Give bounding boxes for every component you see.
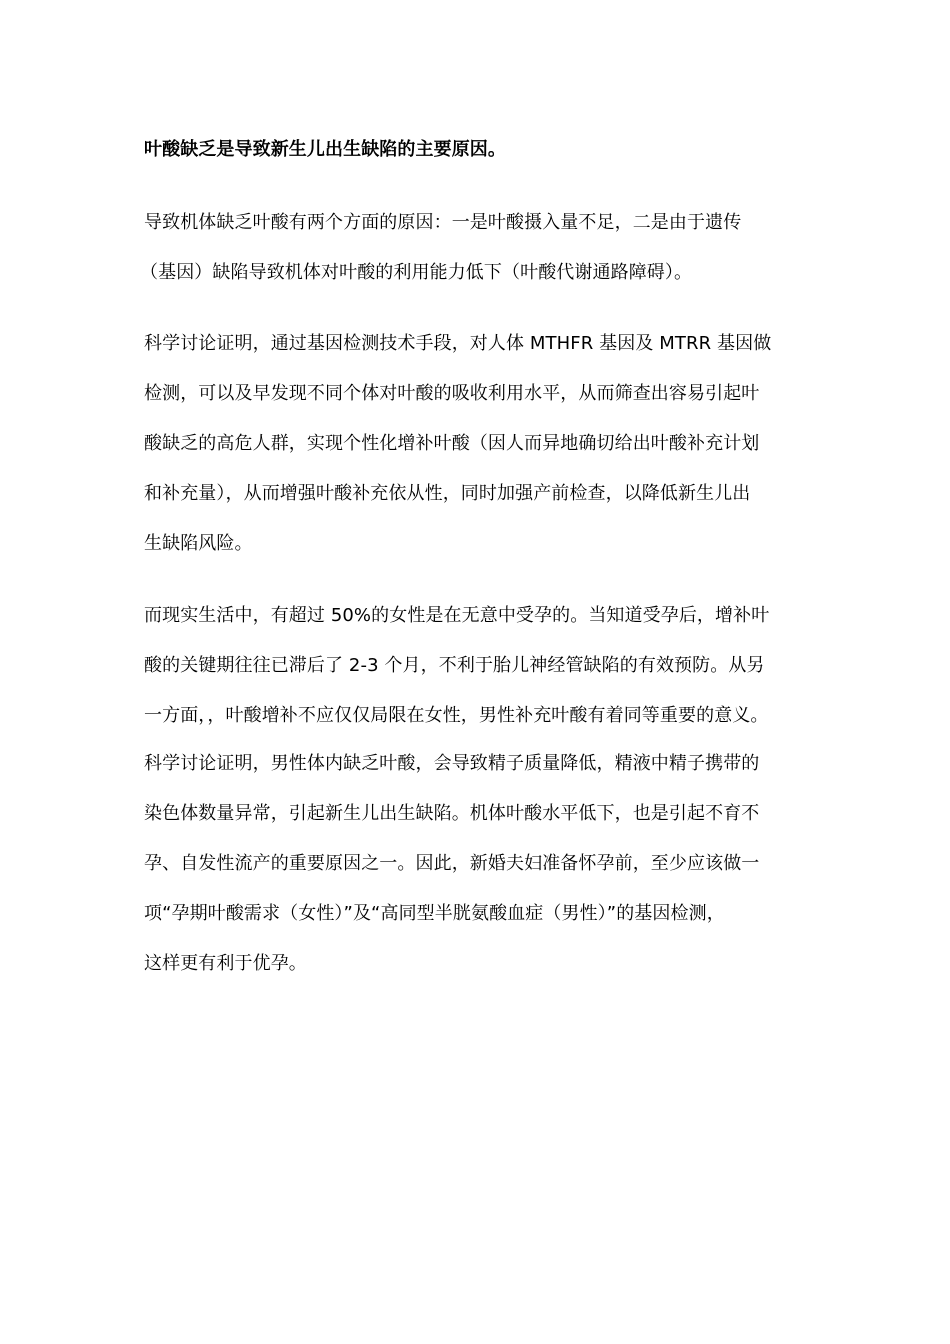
paragraph-1-line-2: （基因）缺陷导致机体对叶酸的利用能力低下（叶酸代谢通路障碍）。 — [140, 262, 693, 283]
paragraph-2-line-1: 科学讨论证明，通过基因检测技术手段，对人体 MTHFR 基因及 MTRR 基因做 — [144, 333, 772, 354]
paragraph-2-line-2: 检测，可以及早发现不同个体对叶酸的吸收利用水平，从而筛查出容易引起叶 — [144, 383, 760, 404]
paragraph-3-line-1: 而现实生活中，有超过 50%的女性是在无意中受孕的。当知道受孕后，增补叶 — [144, 605, 770, 626]
document-heading: 叶酸缺乏是导致新生儿出生缺陷的主要原因。 — [144, 139, 506, 160]
paragraph-3-line-8: 这样更有利于优孕。 — [144, 953, 307, 974]
paragraph-3-line-5: 染色体数量异常，引起新生儿出生缺陷。机体叶酸水平低下，也是引起不育不 — [144, 803, 760, 824]
paragraph-3-line-6: 孕、自发性流产的重要原因之一。因此，新婚夫妇准备怀孕前，至少应该做一 — [144, 853, 760, 874]
paragraph-1-line-1: 导致机体缺乏叶酸有两个方面的原因：一是叶酸摄入量不足，二是由于遗传 — [144, 212, 742, 233]
paragraph-2-line-5: 生缺陷风险。 — [144, 533, 253, 554]
paragraph-2-line-3: 酸缺乏的高危人群，实现个性化增补叶酸（因人而异地确切给出叶酸补充计划 — [144, 433, 760, 454]
paragraph-3-line-3: 一方面，，叶酸增补不应仅仅局限在女性，男性补充叶酸有着同等重要的意义。 — [144, 705, 769, 726]
paragraph-3-line-7: 项“孕期叶酸需求（女性）”及“高同型半胱氨酸血症（男性）”的基因检测， — [144, 903, 725, 924]
paragraph-3-line-4: 科学讨论证明，男性体内缺乏叶酸，会导致精子质量降低，精液中精子携带的 — [144, 753, 760, 774]
paragraph-3-line-2: 酸的关键期往往已滞后了 2-3 个月，不利于胎儿神经管缺陷的有效预防。从另 — [144, 655, 765, 676]
paragraph-2-line-4: 和补充量），从而增强叶酸补充依从性，同时加强产前检查，以降低新生儿出 — [144, 483, 751, 504]
